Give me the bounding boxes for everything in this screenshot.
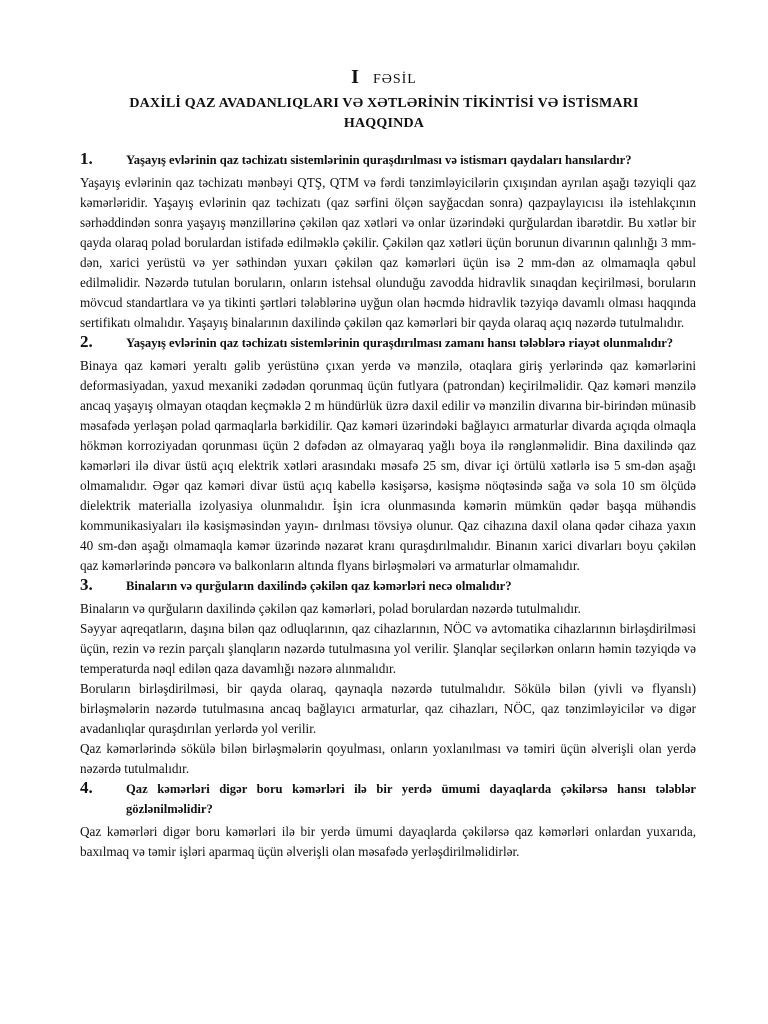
title-line-1: DAXİLİ QAZ AVADANLIQLARI VƏ XƏTLƏRİNİN TİKİNTİSİ VƏ İSTİSMARI — [129, 96, 639, 111]
section-number: 3. — [80, 575, 93, 594]
section-question — [80, 576, 696, 596]
section-question — [80, 333, 696, 353]
section-number: 1. — [80, 149, 93, 168]
answer-paragraph: Boruların birləşdirilməsi, bir qayda olaraq, qaynaqla nəzərdə tutulmalıdır. Sökülə bilən (yivli və flyanslı) birləşmələrin nəzərdə tutulmasına ancaq bağlayıcı armaturlar, qaz cihazları, NÖC, qaz tənzimləyicilər və digər avadanlıqlar quraşdırılan yerlərdə yol verilir. — [80, 681, 696, 736]
section-number: 2. — [80, 332, 93, 351]
answer-paragraph: Binaya qaz kəməri yeraltı gəlib yerüstünə çıxan yerdə və mənzilə, otaqlara giriş yerlərində qaz kəmərlərini deformasiyadan, yaxud mexaniki zədədən qorunmaq üçün futlyara (patrondan) keçirilməlidir. Qaz kəməri mənzilə ancaq yaşayış olmayan otaqdan keçməklə 2 m hündürlük üzrə daxil edilir və mənzilin divarına bir-birindən münasib məsafədə yerləşən polad qarmaqlarla bərkidilir. Qaz kəməri üzərindəki bağlayıcı armaturlar divarda açıqda olmaqla hökmən korroziyadan qorunması üçün 2 dəfədən az olmayaraq yağlı boya ilə rənglənməlidir. Bina daxilində qaz kəmərləri ilə divar üstü açıq elektrik xətləri arasındakı məsafə 25 sm, divar içi örtülü xətlərlə isə 5 sm-dən aşağı olmamalıdır. Əgər qaz kəməri divar üstü açıq kabellə kəsişərsə, kəsişmə nöqtəsində sağa və sola 10 sm ölçüdə dielektrik materialla izolyasiya olunmalıdır. İşin icra olunmasında kəmərin mümkün qədər başqa mühəndis kommunikasiyaları ilə kəsişməsindən yayın- dırılması tövsiyə olunur. Qaz cihazına daxil olana qədər cihaza yaxın 40 sm-dən aşağı olmamaqla kəmər üzərində nəzarət kranı quraşdırılmalıdır. Binanın xarici divarları boyu çəkilən qaz kəmərlərində pəncərə və balkonların altında flyans birləşmələri və armaturlar olmamalıdır. — [80, 358, 696, 573]
answer-paragraph: Binaların və qurğuların daxilində çəkilən qaz kəmərləri, polad borulardan nəzərdə tutulmalıdır. — [80, 601, 581, 616]
title-line-2: HAQQINDA — [343, 116, 425, 131]
answer-paragraph: Qaz kəmərləri digər boru kəmərləri ilə bir yerdə ümumi dayaqlarda çəkilərsə qaz kəmərləri onlardan yuxarıda, baxılmaq və təmir işləri aparmaq üçün əlverişli olan məsafədə yerləşdirilməlidirlər. — [80, 824, 696, 859]
question-text: Yaşayış evlərinin qaz təchizatı sistemlərinin quraşdırılması zamanı hansı tələblərə riayət olunmalıdır? — [126, 336, 674, 350]
question-text: Binaların və qurğuların daxilində çəkilən qaz kəmərləri necə olmalıdır? — [126, 579, 512, 593]
section-question — [80, 779, 696, 819]
chapter-label: FƏSİL — [372, 72, 417, 87]
answer-paragraph: Səyyar aqreqatların, daşına bilən qaz odluqlarının, qaz cihazlarının, NÖC və avtomatika cihazlarının birləşdirilməsi üçün, rezin və rezin parçalı şlanqların nəzərdə tutulmasına yol verilir. Şlanqlar seçilərkən onların həmin təzyiqdə və temperaturda nəql edilən qaza davamlığı nəzərə alınmalıdır. — [80, 621, 696, 676]
document-title — [0, 94, 768, 134]
question-text: Yaşayış evlərinin qaz təchizatı sistemlərinin quraşdırılması və istismarı qaydaları hansılardır? — [126, 153, 632, 167]
question-text: Qaz kəmərləri digər boru kəmərləri ilə bir yerdə ümumi dayaqlarda çəkilərsə hansı tələblər gözlənilməlidir? — [126, 782, 696, 816]
section-number: 4. — [80, 778, 93, 797]
section-question — [80, 150, 696, 170]
chapter-number: I — [351, 66, 359, 88]
document-body — [80, 150, 696, 862]
chapter-heading — [0, 66, 768, 91]
answer-paragraph: Qaz kəmərlərində sökülə bilən birləşmələrin qoyulması, onların yoxlanılması və təmiri üçün əlverişli olan yerdə nəzərdə tutulmalıdır. — [80, 741, 696, 776]
answer-paragraph: Yaşayış evlərinin qaz təchizatı mənbəyi QTŞ, QTM və fərdi tənzimləyicilərin çıxışından ayrılan aşağı təzyiqli qaz kəmərləridir. Yaşayış evlərinin qaz təchizatı (qaz sərfini ölçən sayğacdan sonra) qazpaylayıcısı ilə istehlakçının sərhəddindən sonra yaşayış mənzillərinə çəkilən qaz xətləri və onlar üzərindəki qurğulardan ibarətdir. Bu xətlər bir qayda olaraq polad borulardan istifadə edilməklə çəkilir. Çəkilən qaz xətləri üçün borunun divarının qalınlığı 3 mm-dən, xarici yerüstü və yer səthindən yuxarı çəkilən qaz kəmərləri üçün isə 2 mm-dən az olmamaqla qəbul edilməlidir. Nəzərdə tutulan boruların, onların istehsal olunduğu zavodda hidravlik sınaqdan keçirilməsi, boruların mövcud standartlara və ya tikinti şərtləri tələblərinə uyğun olan həcmdə hidravlik təzyiqə davamlı olması haqqında sertifikatı olmalıdır. Yaşayış binalarının daxilində çəkilən qaz kəmərləri bir qayda olaraq açıq nəzərdə tutulmalıdır. — [80, 175, 696, 330]
